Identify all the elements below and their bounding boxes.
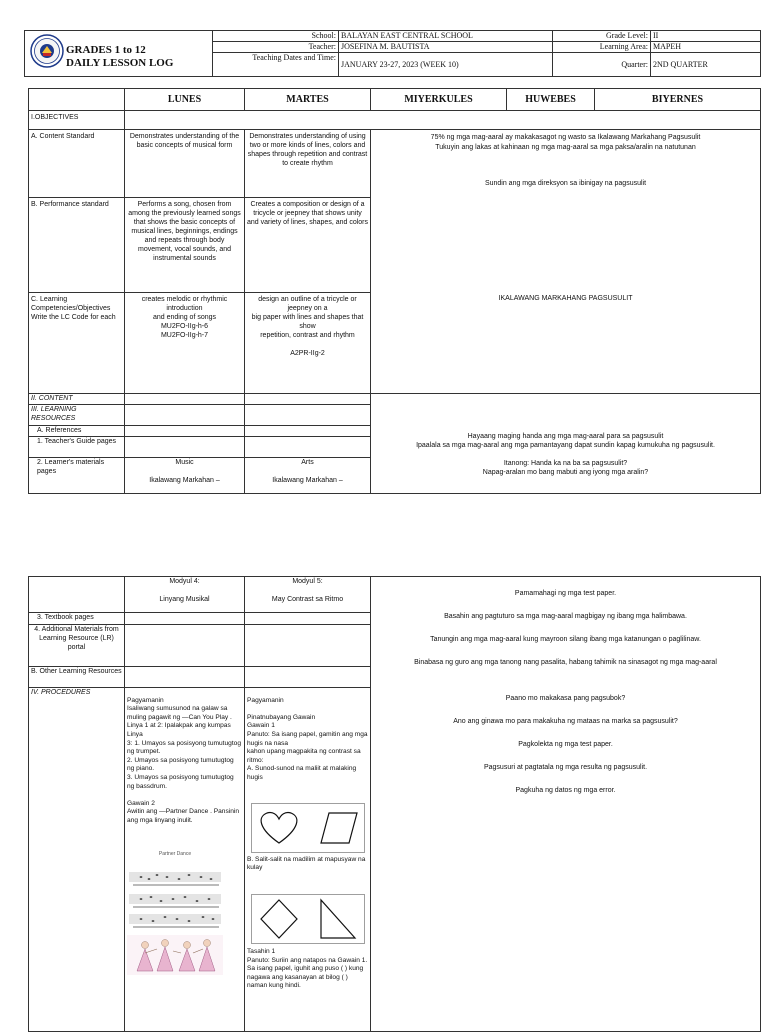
learners-materials-martes: Arts Ikalawang Markahan – [245, 458, 371, 494]
objective-line-3: Sundin ang mga direksyon sa ibinigay na pagsusulit [484, 180, 647, 187]
assessment-objectives-cell [371, 130, 761, 394]
day-martes: MARTES [245, 89, 371, 111]
sheet-music-title: Partner Dance [158, 850, 192, 857]
school-value: BALAYAN EAST CENTRAL SCHOOL [339, 31, 553, 42]
readiness-line-3: Itanong: Handa ka na ba sa pagsusulit? [503, 460, 628, 467]
procedure-line-3: Tanungin ang mga mag-aaral kung mayroon silang ibang mga katanungan o paglilinaw. [430, 636, 701, 643]
procedures-martes-text: Pagyamanin Pinatnubayang Gawain Gawain 1 Panuto: Sa isang papel, gamitin ang mga hugis na nasa kahon upang magpakita ng contrast sa ritmo: A. Sunod-sunod na maliit at malaking hugis [247, 696, 368, 781]
dates-value: JANUARY 23-27, 2023 (WEEK 10) [339, 53, 553, 77]
quarter-label: Quarter: [553, 53, 651, 77]
other-resources-label: B. Other Learning Resources [29, 667, 125, 688]
procedures-martes-mid: B. Salit-salit na madilim at mapusyaw na kulay [247, 855, 366, 872]
procedure-line-8: Pagsusuri at pagtatala ng mga resulta ng pagsusulit. [483, 764, 648, 771]
textbook-label: 3. Textbook pages [29, 613, 125, 625]
competencies-label: C. Learning Competencies/Objectives Write the LC Code for each [29, 293, 125, 394]
shapes-diamond-triangle [251, 886, 365, 936]
quarter-value: 2ND QUARTER [651, 53, 761, 77]
area-value: MAPEH [651, 42, 761, 53]
performance-standard-label: B. Performance standard [29, 198, 125, 293]
competencies-martes: design an outline of a tricycle or jeepney on a big paper with lines and shapes that show repetition, contrast and rhythm A2PR-IIg-2 [245, 293, 371, 394]
day-lunes: LUNES [125, 89, 245, 111]
title-line2: DAILY LESSON LOG [66, 57, 174, 69]
procedures-label: IV. PROCEDURES [29, 688, 125, 1032]
test-procedure-cell [371, 577, 761, 1032]
learners-materials-label: 2. Learner's materials pages [29, 458, 125, 494]
readiness-line-1: Hayaang maging handa ang mga mag-aaral para sa pagsusulit [467, 433, 664, 440]
lesson-table-1 [28, 88, 761, 494]
teachers-guide-label: 1. Teacher's Guide pages [29, 437, 125, 458]
procedure-line-7: Pagkolekta ng mga test paper. [518, 741, 613, 748]
readiness-line-2: Ipaalala sa mga mag-aaral ang mga pamantayang dapat sundin kapag kumukuha ng pagsusulit. [416, 442, 715, 449]
performance-standard-lunes: Performs a song, chosen from among the previously learned songs that shows the basic concepts of musical lines, beginnings, endings and repeats through body movement, vocal sounds, and instrumental sounds [125, 198, 245, 293]
content-standard-lunes: Demonstrates understanding of the basic concepts of musical form [125, 130, 245, 198]
day-biyernes: BIYERNES [595, 89, 761, 111]
teacher-value: JOSEFINA M. BAUTISTA [339, 42, 553, 53]
sheet-music-image [127, 842, 223, 914]
header-table [24, 30, 761, 77]
objective-line-2: Tukuyin ang lakas at kahinaan ng mga mag-aaral sa mga paksa/aralin na natutunan [435, 144, 696, 151]
readiness-line-4: Napag-aralan mo bang mabuti ang iyong mga aralin? [482, 469, 649, 476]
procedure-line-9: Pagkuha ng datos ng mga error. [515, 787, 616, 794]
procedures-lunes-text: Pagyamanin Isaliwang sumusunod na galaw sa muling pagawit ng —Can You Play . Linya 1 at 2: Ipalakpak ang kumpas Linya 3: 1. Umayos sa posisyong tumutugtog ng trumpet. 2. Umayos sa posisyong tumutugtog ng piano. 3. Umayos sa posisyong tumutugtog ng bassdrum. Gawain 2 Awitin ang —Partner Dance . Pansinin ang mga linyang inulit. [127, 696, 241, 824]
content-standard-martes: Demonstrates understanding of using two or more kinds of lines, colors and shapes through repetition and contrast to create rhythm [245, 130, 371, 198]
lesson-table-2 [28, 576, 761, 1032]
grade-value: II [651, 31, 761, 42]
procedures-martes [245, 688, 371, 1032]
content-standard-label: A. Content Standard [29, 130, 125, 198]
procedure-line-6: Ano ang ginawa mo para makakuha ng mataas na marka sa pagsusulit? [453, 718, 678, 725]
teacher-label: Teacher: [213, 42, 339, 53]
exam-title: IKALAWANG MARKAHANG PAGSUSULIT [498, 295, 633, 302]
modyul-martes: Modyul 5: May Contrast sa Ritmo [245, 577, 371, 613]
procedure-line-2: Basahin ang pagtuturo sa mga mag-aaral magbigay ng ibang mga halimbawa. [444, 613, 687, 620]
procedures-lunes [125, 688, 245, 1032]
objective-line-1: 75% ng mga mag-aaral ay makakasagot ng wasto sa Ikalawang Markahang Pagsusulit [430, 134, 701, 141]
dates-label: Teaching Dates and Time: [213, 53, 339, 77]
procedures-martes-bottom: Tasahin 1 Panuto: Suriin ang natapos na Gawain 1. Sa isang papel, iguhit ang puso ( ) kung nagawa ang kasanayan at bilog ( ) naman kung hindi. [247, 948, 368, 990]
objectives-label: I.OBJECTIVES [29, 111, 125, 130]
grade-label: Grade Level: [553, 31, 651, 42]
procedure-line-5: Paano mo makakasa pang pagsubok? [505, 695, 626, 702]
day-huwebes: HUWEBES [507, 89, 595, 111]
content-label: II. CONTENT [29, 394, 125, 405]
modyul-lunes: Modyul 4: Linyang Musikal [125, 577, 245, 613]
procedure-line-1: Pamamahagi ng mga test paper. [514, 590, 617, 597]
performance-standard-martes: Creates a composition or design of a tricycle or jeepney that shows unity and variety of lines, shapes, and colors [245, 198, 371, 293]
additional-materials-label: 4. Additional Materials from Learning Resource (LR) portal [29, 625, 125, 667]
learning-resources-label: III. LEARNING RESOURCES [29, 405, 125, 426]
day-miyerkules: MIYERKULES [371, 89, 507, 111]
procedure-line-4: Binabasa ng guro ang mga tanong nang pasalita, habang tahimik na sinasagot ng mga mag-aaral [414, 659, 717, 666]
area-label: Learning Area: [553, 42, 651, 53]
learners-materials-lunes: Music Ikalawang Markahan – [125, 458, 245, 494]
readiness-cell [371, 394, 761, 494]
competencies-lunes: creates melodic or rhythmic introduction and ending of songs MU2FO-IIg-h-6 MU2FO-IIg-h-7 [125, 293, 245, 394]
shapes-heart-parallelogram [251, 794, 365, 844]
school-label: School: [213, 31, 339, 42]
references-label: A. References [29, 426, 125, 437]
title-line1: GRADES 1 to 12 [66, 44, 146, 56]
